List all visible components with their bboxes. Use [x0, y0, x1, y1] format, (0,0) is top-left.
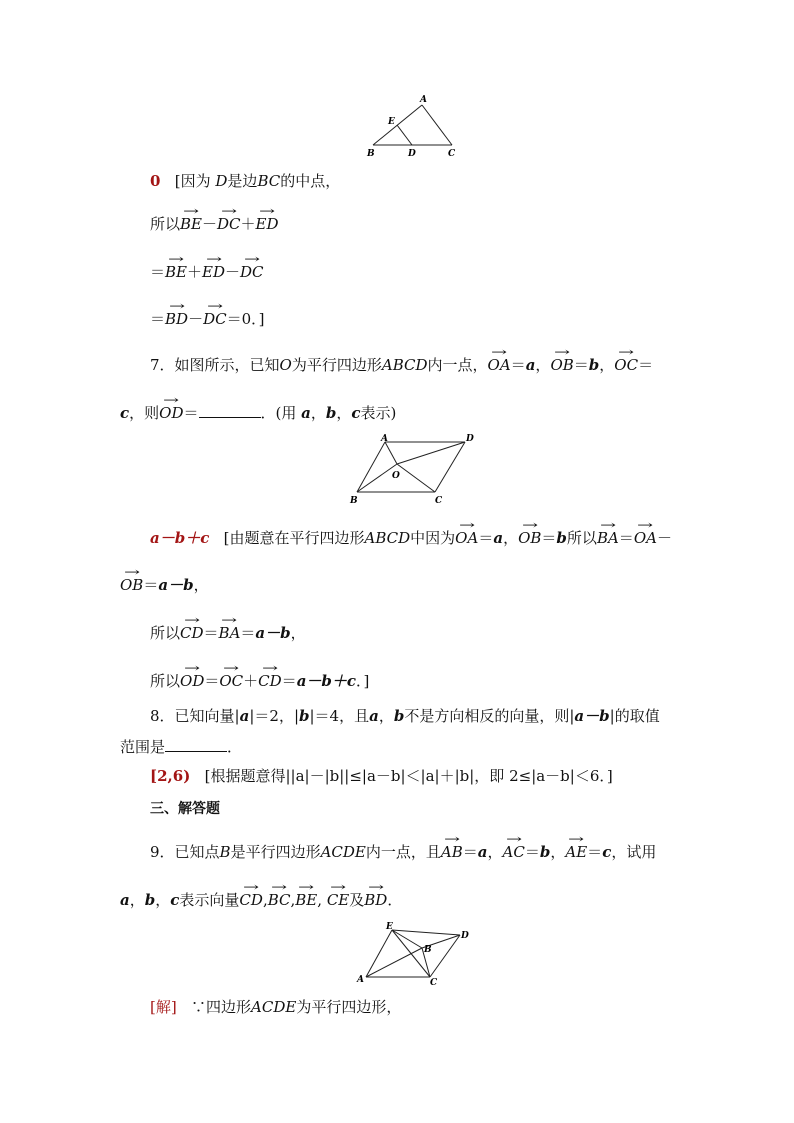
p9-solution-line: [解] ∵四边形ACDE为平行四边形，: [150, 998, 402, 1016]
label-E: E: [388, 117, 395, 127]
label-D: D: [461, 931, 469, 941]
answer-blank: [199, 403, 261, 418]
p7-exp-line4: 所以→ OD＝→ OC＋→ CD＝a－b＋c．]: [150, 667, 369, 691]
p6-line2: 所以→ BE－→ DC＋→ ED: [150, 210, 279, 234]
label-C: C: [435, 496, 443, 506]
p7-line2: c，则→ OD＝ ．(用 a，b，c表示): [120, 399, 396, 423]
p8-answer: [2,6): [150, 767, 191, 785]
p8-answer-line: [2,6) [根据题意得||a|－|b||≤|a－b|＜|a|＋|b|，即 2≤|a－b|＜6．]: [150, 767, 613, 785]
label-A: A: [381, 434, 388, 444]
label-E: E: [386, 922, 393, 932]
figure-parallelogram-abcd: [345, 432, 480, 508]
figure-parallelogram-acde: [352, 920, 477, 988]
p7-answer-line: a－b＋c [由题意在平行四边形ABCD中因为→ OA＝a，→ OB＝b所以→ BA＝→ OA－: [150, 524, 672, 548]
p7-line1: 7．如图所示，已知O为平行四边形ABCD内一点，→ OA＝a，→ OB＝b，→ OC＝: [150, 351, 653, 375]
p7-exp-line3: 所以→ CD＝→ BA＝a－b，: [150, 619, 306, 643]
p7-answer: a－b＋c: [150, 529, 210, 547]
figure-triangle-abc: [360, 92, 470, 160]
label-B: B: [350, 496, 358, 506]
label-O: O: [392, 471, 400, 481]
label-A: A: [357, 975, 364, 985]
label-C: C: [430, 978, 438, 988]
solution-label: [解]: [150, 998, 177, 1016]
section-title: 三、解答题: [150, 801, 220, 817]
label-D: D: [408, 149, 416, 159]
label-B: B: [424, 945, 432, 955]
p9-line1: 9．已知点B是平行四边形ACDE内一点，且→ AB＝a，→ AC＝b，→ AE＝c，试用: [150, 838, 656, 862]
label-A: A: [420, 95, 427, 105]
label-D: D: [466, 434, 474, 444]
p8-line2: 范围是 ．: [120, 738, 243, 756]
p8-line1: 8．已知向量|a|＝2，|b|＝4，且a，b不是方向相反的向量，则|a－b|的取值: [150, 707, 660, 725]
p6-line3: ＝→ BE＋→ ED－→ DC: [150, 258, 264, 282]
answer-blank: [165, 737, 227, 752]
p7-exp-line2: → OB＝a－b，: [120, 571, 209, 595]
p6-line4: ＝→ BD－→ DC＝0．]: [150, 305, 265, 329]
label-B: B: [367, 149, 375, 159]
p6-answer: 0: [150, 172, 161, 190]
label-C: C: [448, 149, 456, 159]
p9-line2: a，b，c表示向量→ CD,→ BC,→ BE, → CE及→ BD．: [120, 886, 402, 910]
p6-answer-line: 0 [因为 D是边BC的中点，: [150, 172, 341, 190]
